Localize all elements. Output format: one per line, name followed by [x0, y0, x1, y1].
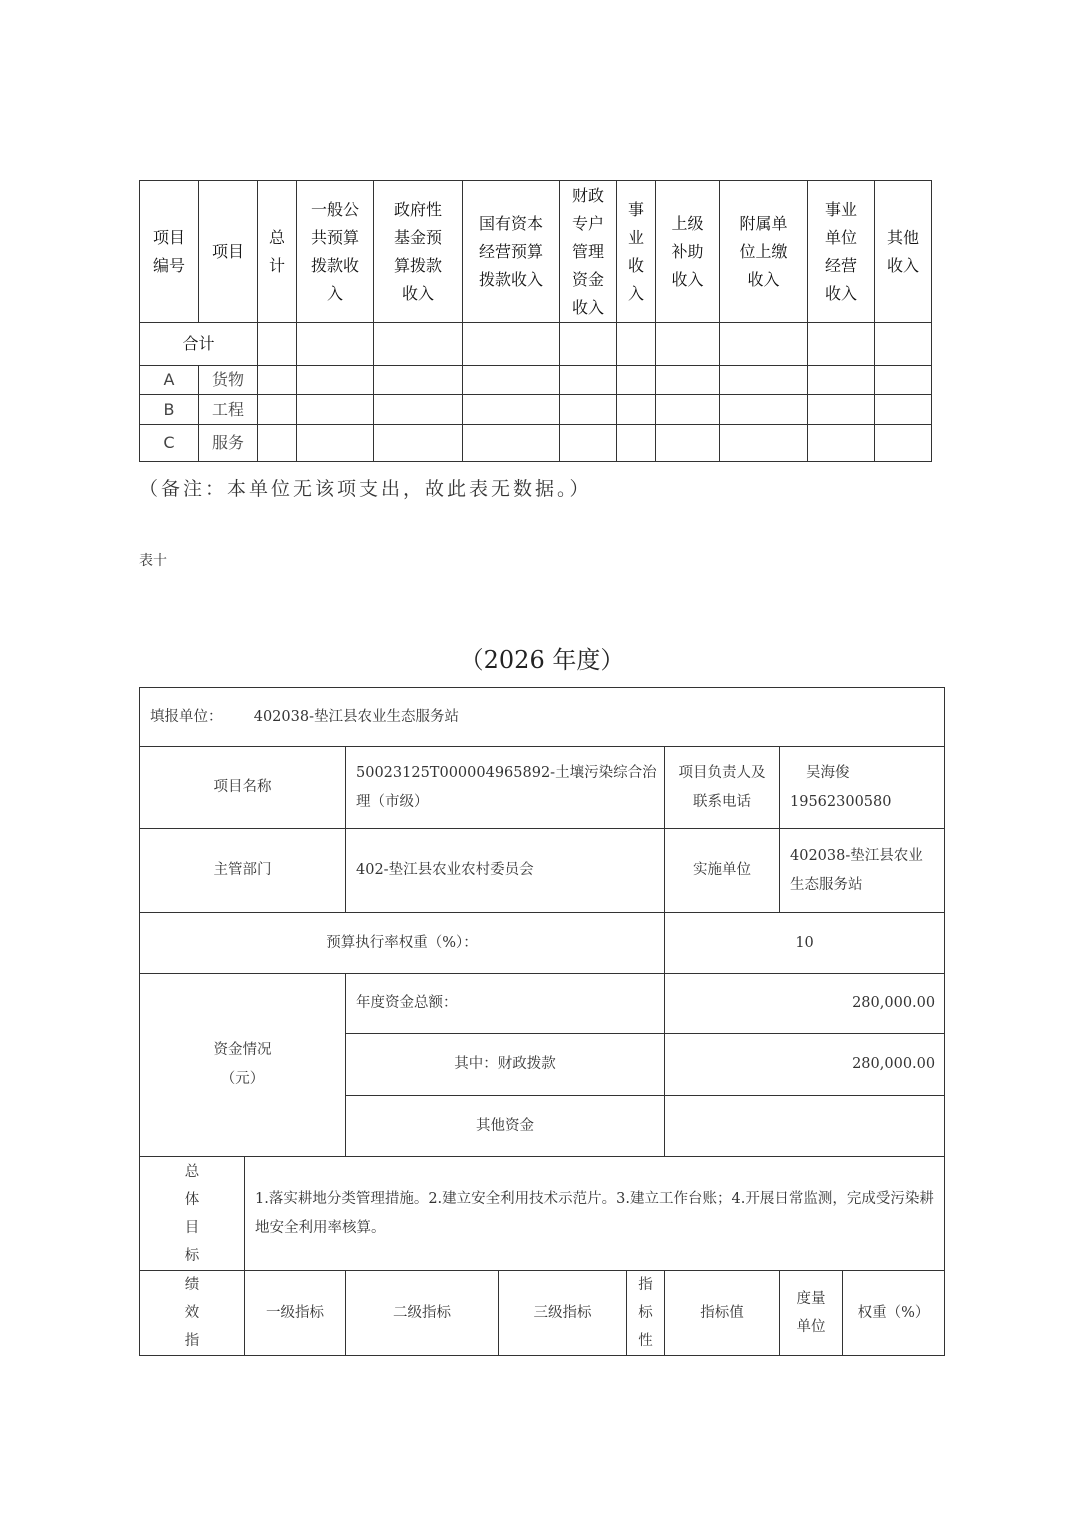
- perf-header-cell: 指标值: [665, 1271, 780, 1356]
- budget-weight-label: 预算执行率权重（%）：: [140, 913, 665, 974]
- funds-label: 资金情况 （元）: [140, 974, 346, 1157]
- table-row: [140, 366, 932, 395]
- other-funds-label: 其他资金: [346, 1096, 665, 1157]
- perf-header-cell: 权重（%）: [843, 1271, 945, 1356]
- row-name: 货物: [199, 366, 258, 395]
- budget-weight-row: [140, 913, 945, 974]
- perf-label: 绩 效 指: [140, 1271, 245, 1356]
- header-cell: 一般公 共预算 拨款收 入: [297, 181, 374, 323]
- impl-value: 402038-垫江县农业生态服务站: [780, 829, 945, 913]
- year-title: （2026 年度）: [459, 646, 625, 674]
- row-code: C: [140, 425, 199, 462]
- perf-header-row: [140, 1271, 945, 1356]
- row-name: 工程: [199, 395, 258, 425]
- performance-table: [139, 687, 945, 1356]
- project-name-label: 项目名称: [140, 747, 346, 829]
- total-label: 合计: [140, 323, 258, 366]
- goal-text: 1.落实耕地分类管理措施。2.建立安全利用技术示范片。3.建立工作台账；4.开展日常监测，完成受污染耕地安全利用率核算。: [245, 1157, 945, 1271]
- row-code: A: [140, 366, 199, 395]
- fiscal-label: 其中：财政拨款: [346, 1034, 665, 1096]
- perf-header-cell: 度量 单位: [780, 1271, 843, 1356]
- header-cell: 事业 单位 经营 收入: [808, 181, 875, 323]
- table-number: 表十: [139, 553, 167, 569]
- header-row: [140, 181, 932, 323]
- row-code: B: [140, 395, 199, 425]
- header-cell: 上级 补助 收入: [656, 181, 720, 323]
- other-funds-value: [665, 1096, 945, 1157]
- dept-value: 402-垫江县农业农村委员会: [346, 829, 665, 913]
- header-cell: 项目: [199, 181, 258, 323]
- table-row: [140, 425, 932, 462]
- project-name-value: 50023125T000004965892-土壤污染综合治理（市级）: [346, 747, 665, 829]
- header-cell: 附属单 位上缴 收入: [720, 181, 808, 323]
- table-row: [140, 395, 932, 425]
- reporting-unit-label: 填报单位：: [150, 708, 223, 725]
- annual-total-value: 280,000.00: [665, 974, 945, 1034]
- contact-phone: 19562300580: [790, 793, 892, 810]
- total-row: [140, 323, 932, 366]
- table-note: （备注：本单位无该项支出，故此表无数据。）: [139, 478, 592, 500]
- perf-header-cell: 三级指标: [499, 1271, 627, 1356]
- perf-header-cell: 二级指标: [346, 1271, 499, 1356]
- budget-weight-value: 10: [665, 913, 945, 974]
- row-name: 服务: [199, 425, 258, 462]
- header-cell: 财政 专户 管理 资金 收入: [560, 181, 617, 323]
- perf-header-cell: 一级指标: [245, 1271, 346, 1356]
- reporting-unit-value: 402038-垫江县农业生态服务站: [253, 708, 459, 725]
- annual-total-label: 年度资金总额：: [346, 974, 665, 1034]
- project-row: [140, 747, 945, 829]
- reporting-unit-row: [140, 688, 945, 747]
- header-cell: 国有资本 经营预算 拨款收入: [463, 181, 560, 323]
- perf-header-cell: 指 标 性: [627, 1271, 665, 1356]
- dept-label: 主管部门: [140, 829, 346, 913]
- annual-total-row: [140, 974, 945, 1034]
- dept-row: [140, 829, 945, 913]
- header-cell: 其他 收入: [875, 181, 932, 323]
- goal-label: 总 体 目 标: [140, 1157, 245, 1271]
- header-cell: 项目 编号: [140, 181, 199, 323]
- goal-row: [140, 1157, 945, 1271]
- header-cell: 事 业 收 入: [617, 181, 656, 323]
- income-table: [139, 180, 932, 462]
- impl-label: 实施单位: [665, 829, 780, 913]
- fiscal-value: 280,000.00: [665, 1034, 945, 1096]
- header-cell: 总 计: [258, 181, 297, 323]
- header-cell: 政府性 基金预 算拨款 收入: [374, 181, 463, 323]
- contact-name: 吴海俊: [806, 764, 850, 781]
- contact-label: 项目负责人及联系电话: [665, 747, 780, 829]
